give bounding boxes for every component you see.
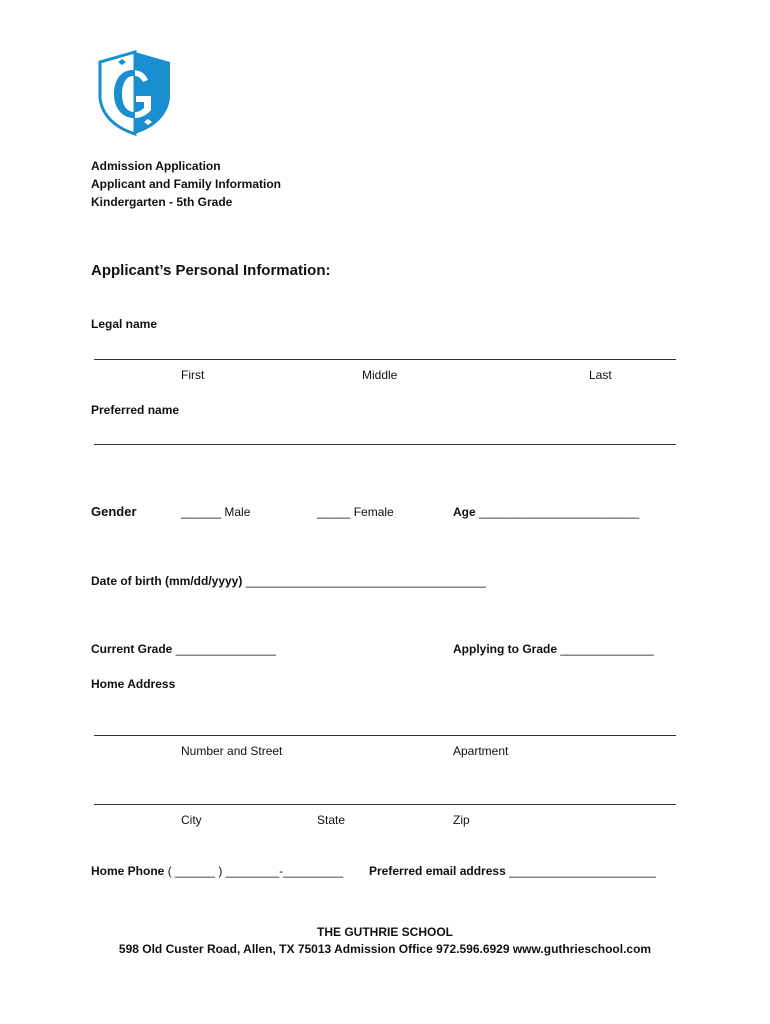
form-title: Admission Application: [91, 159, 221, 173]
city-state-zip-field[interactable]: [94, 804, 676, 805]
footer-school-name: THE GUTHRIE SCHOOL: [316, 925, 453, 939]
last-name-caption: Last: [589, 368, 612, 382]
home-address-label: Home Address: [91, 677, 176, 691]
legal-name-label: Legal name: [91, 317, 158, 331]
street-address-field[interactable]: [94, 735, 676, 736]
email-label: Preferred email address: [369, 864, 506, 878]
legal-name-field[interactable]: [94, 359, 676, 360]
age-field[interactable]: ________________________: [479, 505, 640, 519]
gender-male-option[interactable]: ______ Male: [181, 505, 251, 519]
apartment-caption: Apartment: [453, 744, 509, 758]
grade-range: Kindergarten - 5th Grade: [91, 195, 233, 209]
applying-grade-label: Applying to Grade: [453, 642, 558, 656]
current-grade-field[interactable]: _______________: [175, 642, 276, 656]
current-grade-label: Current Grade: [91, 642, 173, 656]
applying-grade-field[interactable]: ______________: [560, 642, 654, 656]
section-title: Applicant’s Personal Information:: [91, 262, 331, 279]
first-name-caption: First: [181, 368, 205, 382]
age-label: Age: [453, 505, 476, 519]
preferred-name-label: Preferred name: [91, 403, 180, 417]
zip-caption: Zip: [453, 813, 470, 827]
dob-label: Date of birth (mm/dd/yyyy): [91, 574, 243, 588]
crest-shield-right: [135, 52, 170, 134]
form-subtitle: Applicant and Family Information: [91, 177, 282, 191]
home-phone-label: Home Phone: [91, 864, 165, 878]
dob-field[interactable]: ____________________________________: [245, 574, 486, 588]
school-crest-logo: [96, 50, 174, 136]
footer-address: 598 Old Custer Road, Allen, TX 75013 Admission Office 972.596.6929 www.guthrieschool.com: [118, 942, 652, 956]
gender-female-option[interactable]: _____ Female: [317, 505, 394, 519]
email-field[interactable]: ______________________: [509, 864, 656, 878]
preferred-name-field[interactable]: [94, 444, 676, 445]
number-street-caption: Number and Street: [181, 744, 283, 758]
city-caption: City: [181, 813, 202, 827]
home-phone-field[interactable]: ( ______ ) ________-_________: [167, 864, 344, 878]
middle-name-caption: Middle: [362, 368, 398, 382]
gender-label: Gender: [91, 504, 137, 519]
state-caption: State: [317, 813, 346, 827]
